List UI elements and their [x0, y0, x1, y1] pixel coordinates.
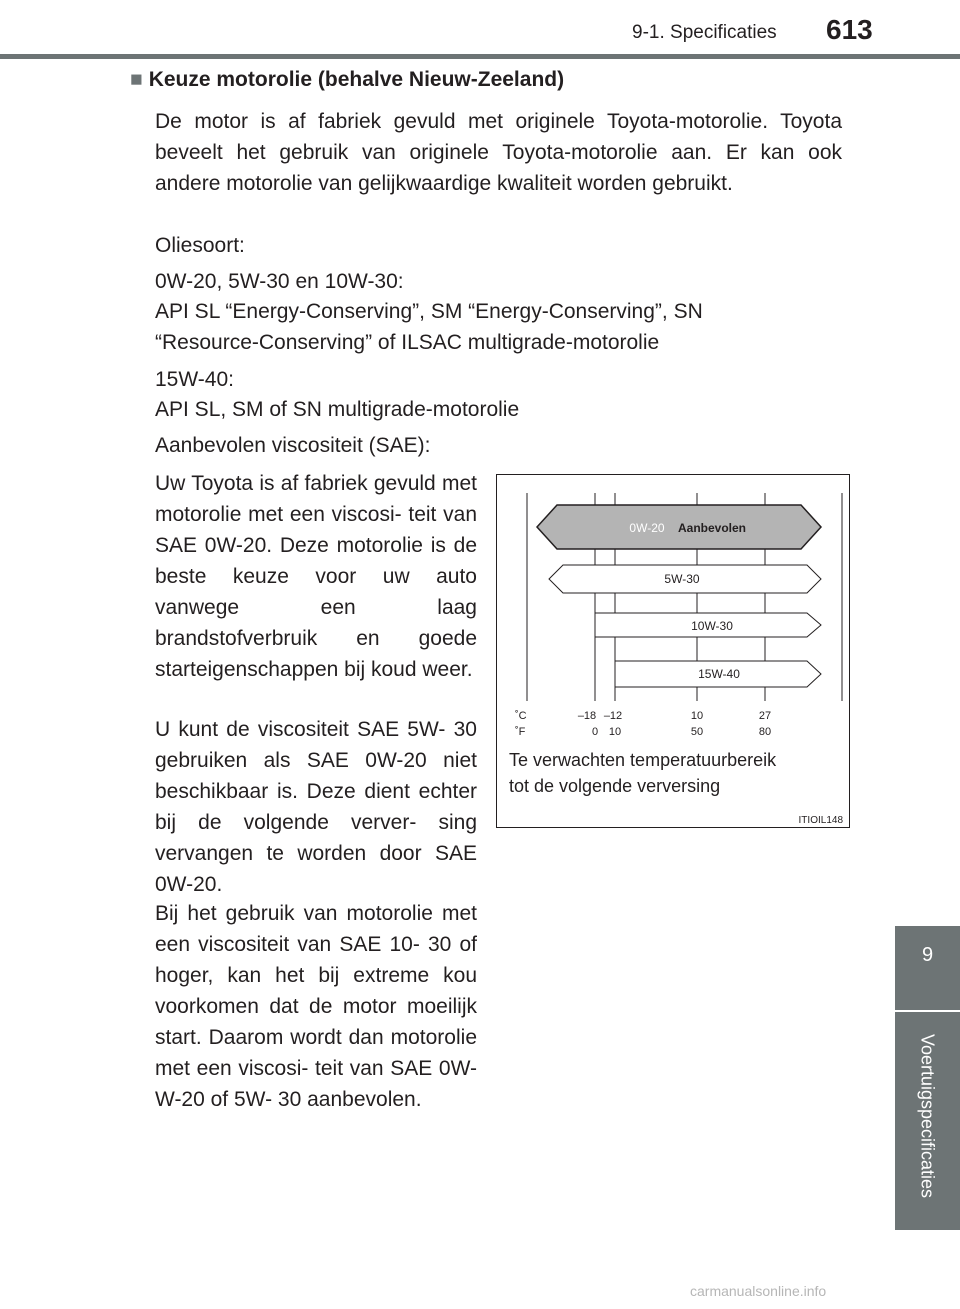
- oil-grades-a: 0W-20, 5W-30 en 10W-30:: [155, 270, 404, 293]
- oil-type-label: Oliesoort:: [155, 234, 245, 257]
- column-paragraph-1: Uw Toyota is af fabriek gevuld met motorolie met een viscosi- teit van SAE 0W-20. Deze motorolie is de beste keuze voor uw auto vanwege een laag brandstofverbruik en goede starteigenschappen bij koud weer.: [155, 472, 477, 681]
- watermark: carmanualsonline.info: [690, 1283, 827, 1299]
- bar-5w30-label: 5W-30: [664, 572, 700, 586]
- figure-caption-line1: Te verwachten temperatuurbereik: [509, 750, 777, 770]
- bar-0w20-label: 0W-20: [629, 521, 665, 535]
- oil-grades-b-spec: API SL, SM of SN multigrade-motorolie: [155, 398, 520, 421]
- viscosity-temperature-figure: [496, 474, 850, 828]
- chapter-tab-label: Voertuigspecificaties: [917, 1033, 938, 1199]
- chapter-tab-number-block: [895, 926, 960, 1010]
- section-heading: [130, 68, 564, 92]
- header-rule: [0, 54, 960, 59]
- viscosity-label: Aanbevolen viscositeit (SAE):: [155, 434, 431, 457]
- section-heading-text: Keuze motorolie (behalve Nieuw-Zeeland): [148, 68, 565, 91]
- tick-f-label: 0: [591, 726, 599, 738]
- tick-f-label: 80: [758, 726, 772, 738]
- column-paragraph-3: Bij het gebruik van motorolie met een viscositeit van SAE 10- 30 of hoger, kan het bij extreme kou voorkomen dat de motor moeilijk start. Daarom wordt dan motorolie met een viscosi- teit van SAE 0W-W-20 of 5W- 30 aanbevolen.: [155, 902, 477, 1111]
- bar-0w20-note: Aanbevolen: [677, 521, 747, 535]
- figure-code: ITIOIL148: [798, 815, 843, 826]
- oil-grades-a-spec: API SL “Energy-Conserving”, SM “Energy-Conserving”, SN “Resource-Conserving” of ILSAC multigrade-motorolie: [155, 300, 703, 354]
- bar-15w40-label: 15W-40: [698, 667, 740, 681]
- figure-caption-line2: tot de volgende verversing: [509, 776, 721, 796]
- running-header-section: 9-1. Specificaties: [632, 22, 777, 43]
- oil-grades-b: 15W-40:: [155, 368, 234, 391]
- bar-10w30-label: 10W-30: [691, 619, 733, 633]
- square-bullet-icon: ■: [130, 68, 143, 91]
- page-number: 613: [826, 14, 873, 45]
- tick-f-label: 50: [690, 726, 704, 738]
- axis-unit-celsius: ˚C: [515, 710, 527, 722]
- tick-c-label: –18: [577, 710, 597, 722]
- chapter-tab-number: 9: [921, 944, 934, 966]
- figure-caption: [509, 747, 776, 799]
- tick-c-label: 10: [690, 710, 704, 722]
- tick-f-label: 10: [608, 726, 622, 738]
- column-paragraph-2: U kunt de viscositeit SAE 5W- 30 gebruiken als SAE 0W-20 niet beschikbaar is. Deze dient echter bij de volgende verver- sing vervangen te worden door SAE 0W-20.: [155, 718, 477, 896]
- intro-paragraph: De motor is af fabriek gevuld met originele Toyota-motorolie. Toyota beveelt het gebruik van originele Toyota-motorolie aan. Er kan ook andere motorolie van gelijkwaardige kwaliteit worden gebruikt.: [155, 110, 842, 195]
- axis-unit-fahrenheit: ˚F: [515, 726, 526, 738]
- tick-c-label: 27: [758, 710, 772, 722]
- tick-c-label: –12: [603, 710, 623, 722]
